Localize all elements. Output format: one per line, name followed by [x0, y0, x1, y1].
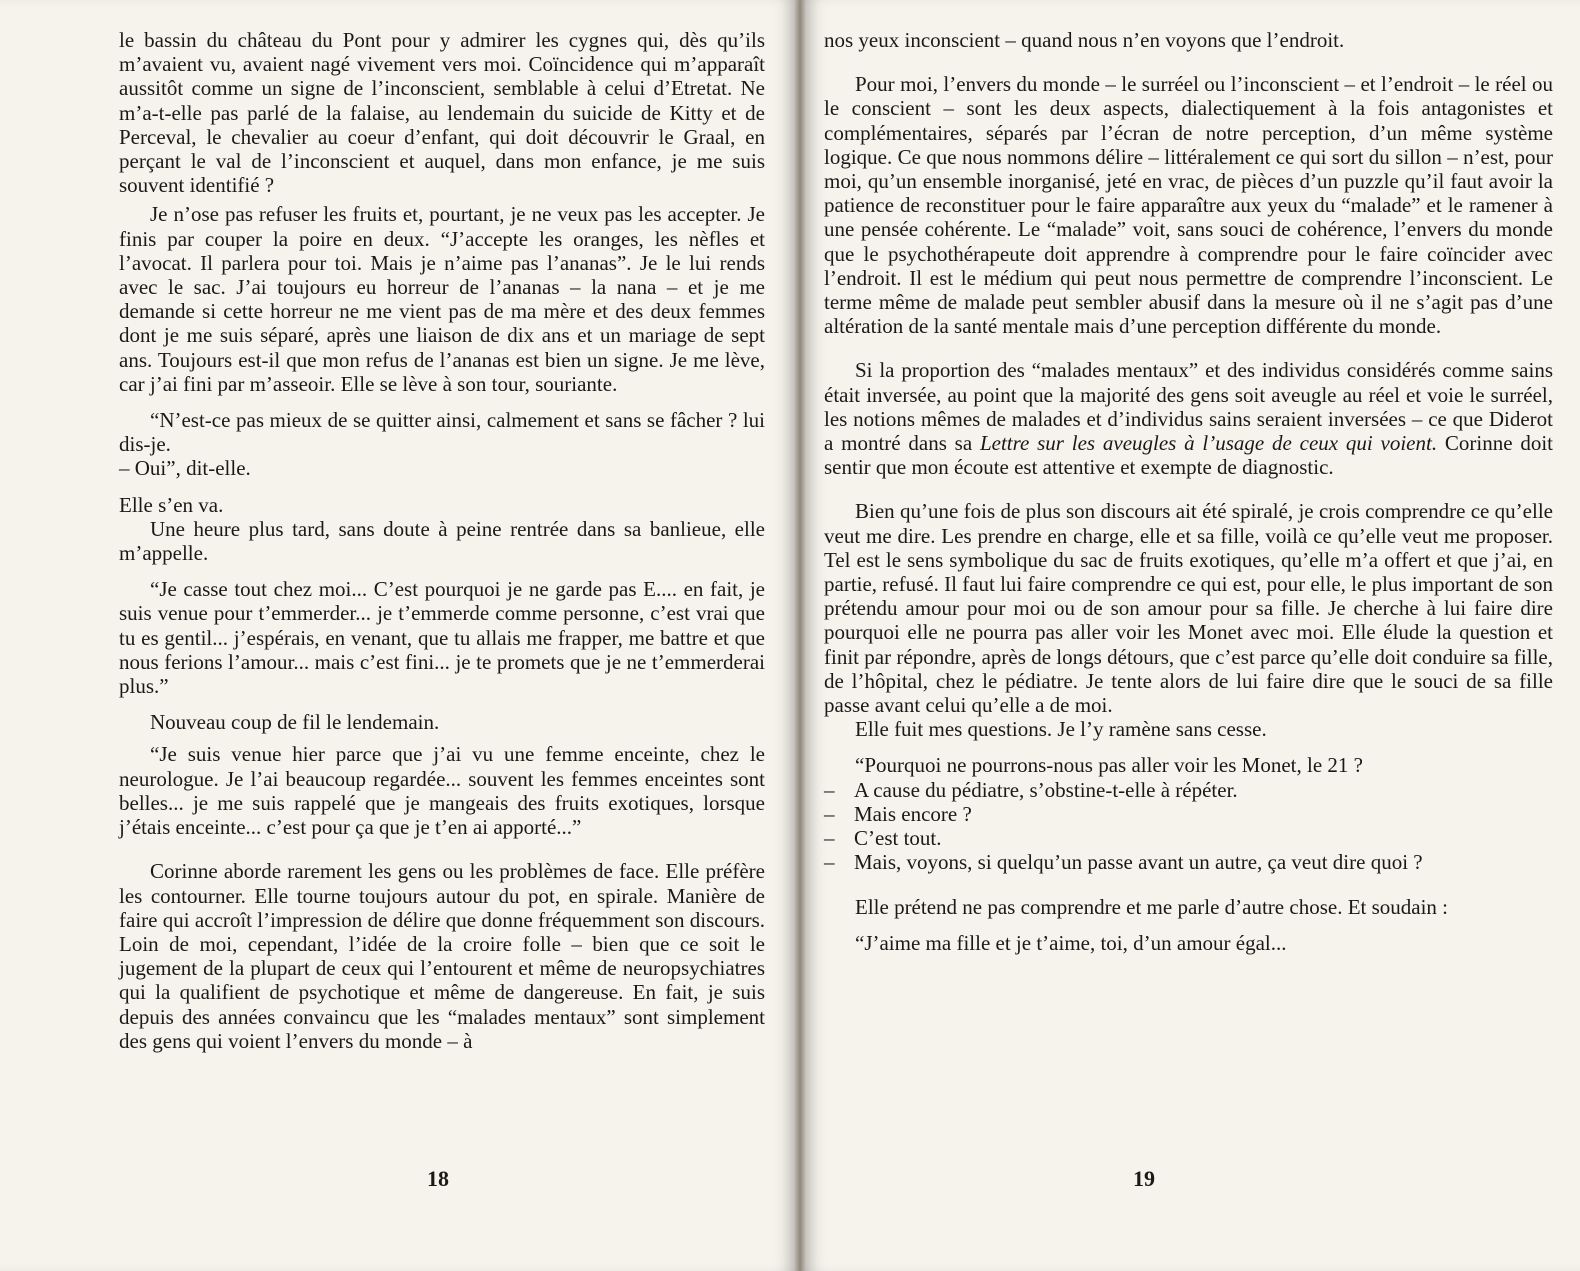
- paragraph: “J’aime ma fille et je t’aime, toi, d’un amour égal...: [855, 930, 1287, 955]
- dialogue-text: A cause du pédiatre, s’obstine-t-elle à répéter.: [854, 777, 1238, 802]
- book-gutter: [795, 0, 805, 1271]
- paragraph: Elle prétend ne pas comprendre et me parle d’autre chose. Et soudain :: [855, 894, 1449, 919]
- text-span: Corinne doit sentir que mon écoute est attentive et exempte de diagnostic.: [824, 431, 1553, 480]
- page-number: 19: [1133, 1166, 1155, 1191]
- dialogue-line: [824, 802, 1553, 826]
- paragraph: Bien qu’une fois de plus son discours ait été spiralé, je crois comprendre ce qu’elle veut me dire. Les prendre en charge, elle et sa fille, voilà ce qu’elle veut me proposer. Tel est le sens symbolique du sac de fruits exotiques, qu’elle m’a offert et que j’ai, en partie, refusé. Il faut lui faire comprendre ce qui est, pour elle, le plus important de son prétendu amour pour moi ou de son amour pour sa fille. Je cherche à lui faire dire pourquoi elle ne pourra pas aller voir les Monet avec moi. Elle élude la question et finit par répondre, après de longs détours, que c’est parce qu’elle doit conduire sa fille, de l’hôpital, chez le pédiatre. Je tente alors de lui faire dire que le souci de sa fille passe avant celui qu’elle a de moi.: [824, 499, 1553, 718]
- paragraph: “Je casse tout chez moi... C’est pourquoi je ne garde pas E.... en fait, je suis venue pour t’emmerder... je t’emmerde comme personne, c’est vrai que tu es gentil... j’espérais, en venant, que tu allais me frapper, me battre et que nous ferions l’amour... mais c’est fini... je te promets que je ne t’emmerderai plus.”: [119, 577, 765, 699]
- paragraph: le bassin du château du Pont pour y admirer les cygnes qui, dès qu’ils m’avaient vu, avaient nagé vivement vers moi. Coïncidence qui m’apparaît aussitôt comme un signe de l’inconscient, semblable à celui d’Etretat. Ne m’a-t-elle pas parlé de la falaise, au lendemain du suicide de Kitty et de Perceval, le chevalier au coeur d’enfant, qui doit découvrir le Graal, en perçant le val de l’inconscient et auquel, dans mon enfance, je me suis souvent identifié ?: [119, 28, 765, 198]
- paragraph: “N’est-ce pas mieux de se quitter ainsi, calmement et sans se fâcher ? lui dis-je.: [119, 408, 765, 457]
- dialogue-line: [824, 850, 1553, 874]
- left-page-text: [119, 28, 765, 1053]
- paragraph: Elle s’en va.: [119, 492, 224, 517]
- text-span: Si la proportion des “malades mentaux” et des individus considérés comme sains était inversée, au point que la majorité des gens soit aveugle au réel et voie le surréel, les notions mêmes de malades et d’individus sains seraient inversées – ce que Diderot a montré dans sa: [824, 358, 1553, 456]
- paragraph: “Je suis venue hier parce que j’ai vu une femme enceinte, chez le neurologue. Je l’ai beaucoup regardée... souvent les femmes enceintes sont belles... je me suis rappelé que je mangeais des fruits exotiques, lorsque j’étais enceinte... c’est pour ça que je t’en ai apporté...”: [119, 742, 765, 840]
- paragraph: – Oui”, dit-elle.: [119, 456, 251, 481]
- paragraph: Corinne aborde rarement les gens ou les problèmes de face. Elle préfère les contourner. Elle tourne toujours autour du pot, en spirale. Manière de faire qui accroît l’impression de délire que donne fréquemment son discours. Loin de moi, cependant, l’idée de la croire folle – bien que ce soit le jugement de la plupart de ceux qui l’entourent et même de neuropsychiatres qui la qualifient de psychotique et même de dangereuse. En fait, je suis depuis des années convaincu que les “malades mentaux” sont simplement des gens qui voient l’envers du monde – à: [119, 859, 765, 1053]
- dash-mark: –: [824, 850, 835, 875]
- right-page-text: [824, 28, 1553, 955]
- paragraph: [824, 358, 1553, 479]
- dash-mark: –: [824, 801, 835, 826]
- dialogue-text: Mais, voyons, si quelqu’un passe avant un autre, ça veut dire quoi ?: [854, 850, 1423, 875]
- dialogue-line: [824, 778, 1553, 802]
- dialogue-line: [824, 826, 1553, 850]
- paragraph: nos yeux inconscient – quand nous n’en voyons que l’endroit.: [824, 28, 1345, 52]
- dialogue-text: Mais encore ?: [854, 801, 972, 826]
- paragraph: Elle fuit mes questions. Je l’y ramène sans cesse.: [855, 717, 1267, 742]
- dash-mark: –: [824, 826, 835, 851]
- paragraph: Une heure plus tard, sans doute à peine rentrée dans sa banlieue, elle m’appelle.: [119, 516, 765, 566]
- dash-mark: –: [824, 777, 835, 802]
- paragraph: Pour moi, l’envers du monde – le surréel ou l’inconscient – et l’endroit – le réel ou le conscient – sont les deux aspects, dialectiquement à la fois antagonistes et complémentaires, séparés par l’écran de notre perception, d’un même système logique. Ce que nous nommons délire – littéralement ce qui sort du sillon – n’est, pour moi, qu’un ensemble inorganisé, jeté en vrac, de pièces d’un puzzle qu’il faut avoir la patience de reconstituer pour le faire apparaître aux yeux du “malade” et le ramener à une pensée cohérente. Le “malade” voit, sans souci de cohérence, l’envers du monde que le psychothérapeute doit apprendre à comprendre pour le faire coïncider avec l’endroit. Il est le médium qui peut nous permettre de comprendre l’inconscient. Le terme même de malade peut sembler abusif dans la mesure où il ne s’agit pas d’une altération de la santé mentale mais d’une perception différente du monde.: [824, 72, 1553, 339]
- paragraph: Je n’ose pas refuser les fruits et, pourtant, je ne veux pas les accepter. Je finis par couper la poire en deux. “J’accepte les oranges, les nèfles et l’avocat. Il parlera pour toi. Mais je n’aime pas l’ananas”. Je le lui rends avec le sac. J’ai toujours eu horreur de l’ananas – la nana – et je me demande si cette horreur ne me vient pas de ma mère et des deux femmes dont je me suis séparé, après une liaison de dix ans et un mariage de sept ans. Toujours est-il que mon refus de l’ananas est bien un signe. Je me lève, car j’ai fini par m’asseoir. Elle se lève à son tour, souriante.: [119, 202, 765, 396]
- page-number: 18: [427, 1166, 449, 1191]
- dialogue-text: C’est tout.: [854, 826, 942, 851]
- paragraph: Nouveau coup de fil le lendemain.: [150, 710, 440, 735]
- paragraph: “Pourquoi ne pourrons-nous pas aller voir les Monet, le 21 ?: [855, 753, 1363, 778]
- book-title: Lettre sur les aveugles à l’usage de ceux qui voient.: [979, 431, 1438, 456]
- right-page: [805, 0, 1580, 1271]
